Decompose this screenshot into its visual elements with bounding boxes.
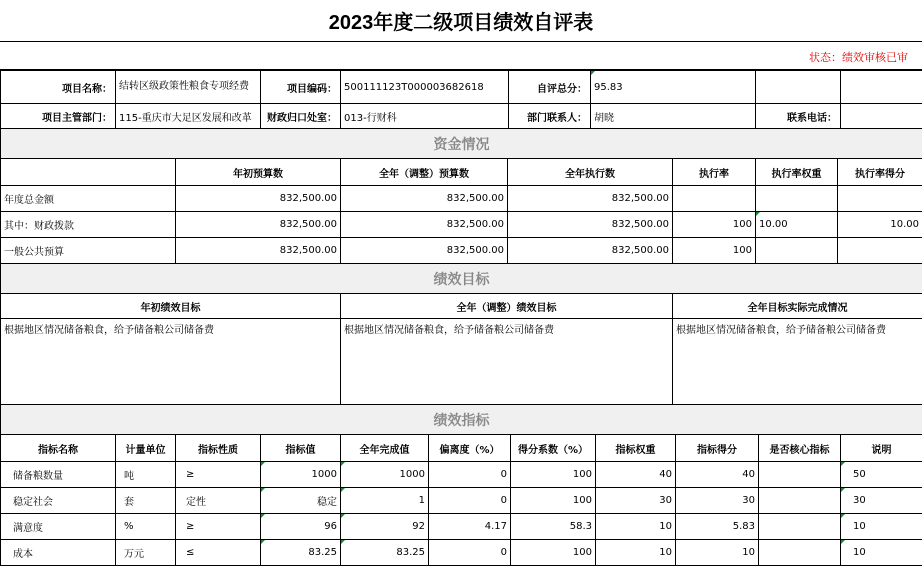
indicator-name: 稳定社会 bbox=[1, 488, 116, 514]
indicator-nature: 定性 bbox=[176, 488, 261, 514]
indicator-header: 全年完成值 bbox=[341, 435, 429, 462]
indicator-deviation: 4.17 bbox=[429, 514, 511, 540]
project-code-value: 500111123T000003682618 bbox=[341, 71, 509, 104]
indicator-nature: ≥ bbox=[176, 462, 261, 488]
funds-initial: 832,500.00 bbox=[176, 186, 341, 212]
funds-row-label: 年度总金额 bbox=[1, 186, 176, 212]
contact-label: 部门联系人： bbox=[509, 104, 591, 129]
table-row bbox=[1, 462, 922, 488]
indicator-note: 10 bbox=[841, 540, 922, 566]
indicator-header: 计量单位 bbox=[116, 435, 176, 462]
status-row bbox=[0, 42, 922, 70]
indicator-coef: 58.3 bbox=[511, 514, 596, 540]
indicator-actual: 83.25 bbox=[341, 540, 429, 566]
self-score-label: 自评总分： bbox=[509, 71, 591, 104]
indicator-target: 稳定 bbox=[261, 488, 341, 514]
goal-actual: 根据地区情况储备粮食，给予储备粮公司储备费 bbox=[673, 319, 922, 405]
funds-row-label: 其中：财政拨款 bbox=[1, 212, 176, 238]
indicator-score: 10 bbox=[676, 540, 759, 566]
indicator-note: 10 bbox=[841, 514, 922, 540]
indicator-weight: 10 bbox=[596, 540, 676, 566]
table-row bbox=[1, 212, 922, 238]
project-name-value: 结转区级政策性粮食专项经费 bbox=[116, 71, 261, 104]
funds-weight bbox=[756, 238, 838, 264]
indicator-header: 得分系数（%） bbox=[511, 435, 596, 462]
table-row bbox=[1, 514, 922, 540]
goals-header: 全年目标实际完成情况 bbox=[673, 294, 922, 319]
indicator-coef: 100 bbox=[511, 488, 596, 514]
indicator-coef: 100 bbox=[511, 462, 596, 488]
funds-executed: 832,500.00 bbox=[508, 238, 673, 264]
indicators-table bbox=[0, 404, 922, 566]
funds-initial: 832,500.00 bbox=[176, 238, 341, 264]
funds-score: 10.00 bbox=[838, 212, 922, 238]
blank-cell bbox=[756, 71, 841, 104]
indicator-note: 50 bbox=[841, 462, 922, 488]
indicator-name: 满意度 bbox=[1, 514, 116, 540]
status-badge: 状态：绩效审核已审 bbox=[809, 51, 908, 64]
indicator-target: 96 bbox=[261, 514, 341, 540]
indicator-nature: ≤ bbox=[176, 540, 261, 566]
indicator-deviation: 0 bbox=[429, 488, 511, 514]
info-table bbox=[0, 70, 922, 129]
self-score-value: 95.83 bbox=[591, 71, 756, 104]
indicator-weight: 30 bbox=[596, 488, 676, 514]
funds-score bbox=[838, 186, 922, 212]
indicator-actual: 1 bbox=[341, 488, 429, 514]
funds-header: 执行率 bbox=[673, 159, 756, 186]
goals-section-title: 绩效目标 bbox=[1, 264, 922, 294]
indicator-header: 说明 bbox=[841, 435, 922, 462]
indicator-weight: 40 bbox=[596, 462, 676, 488]
funds-initial: 832,500.00 bbox=[176, 212, 341, 238]
phone-value bbox=[841, 104, 922, 129]
funds-adjusted: 832,500.00 bbox=[341, 212, 508, 238]
funds-executed: 832,500.00 bbox=[508, 186, 673, 212]
table-row bbox=[1, 488, 922, 514]
contact-value: 胡晓 bbox=[591, 104, 756, 129]
goals-table bbox=[0, 263, 922, 405]
funds-header: 全年执行数 bbox=[508, 159, 673, 186]
indicator-weight: 10 bbox=[596, 514, 676, 540]
indicator-score: 30 bbox=[676, 488, 759, 514]
indicator-header: 指标值 bbox=[261, 435, 341, 462]
indicator-target: 1000 bbox=[261, 462, 341, 488]
funds-rate: 100 bbox=[673, 212, 756, 238]
indicator-header: 指标性质 bbox=[176, 435, 261, 462]
indicator-actual: 1000 bbox=[341, 462, 429, 488]
indicator-unit: % bbox=[116, 514, 176, 540]
indicator-actual: 92 bbox=[341, 514, 429, 540]
page-title: 2023年度二级项目绩效自评表 bbox=[0, 0, 922, 42]
indicator-header: 指标名称 bbox=[1, 435, 116, 462]
indicator-core bbox=[759, 488, 841, 514]
table-row bbox=[1, 540, 922, 566]
funds-table bbox=[0, 128, 922, 264]
indicator-score: 40 bbox=[676, 462, 759, 488]
finance-label: 财政归口处室： bbox=[261, 104, 341, 129]
funds-weight bbox=[756, 186, 838, 212]
indicator-header: 指标权重 bbox=[596, 435, 676, 462]
indicator-core bbox=[759, 462, 841, 488]
indicator-nature: ≥ bbox=[176, 514, 261, 540]
indicator-header: 偏离度（%） bbox=[429, 435, 511, 462]
phone-label: 联系电话： bbox=[756, 104, 841, 129]
indicator-deviation: 0 bbox=[429, 540, 511, 566]
funds-section-title: 资金情况 bbox=[1, 129, 922, 159]
dept-label: 项目主管部门： bbox=[1, 104, 116, 129]
funds-header: 执行率得分 bbox=[838, 159, 922, 186]
indicator-core bbox=[759, 540, 841, 566]
indicator-header: 是否核心指标 bbox=[759, 435, 841, 462]
funds-executed: 832,500.00 bbox=[508, 212, 673, 238]
indicator-note: 30 bbox=[841, 488, 922, 514]
dept-value: 115-重庆市大足区发展和改革 bbox=[116, 104, 261, 129]
funds-header: 年初预算数 bbox=[176, 159, 341, 186]
funds-adjusted: 832,500.00 bbox=[341, 186, 508, 212]
indicator-unit: 万元 bbox=[116, 540, 176, 566]
project-name-label: 项目名称： bbox=[1, 71, 116, 104]
indicator-score: 5.83 bbox=[676, 514, 759, 540]
funds-rate: 100 bbox=[673, 238, 756, 264]
finance-value: 013-行财科 bbox=[341, 104, 509, 129]
table-row bbox=[1, 238, 922, 264]
funds-row-label: 一般公共预算 bbox=[1, 238, 176, 264]
funds-adjusted: 832,500.00 bbox=[341, 238, 508, 264]
project-code-label: 项目编码： bbox=[261, 71, 341, 104]
funds-weight: 10.00 bbox=[756, 212, 838, 238]
indicator-name: 成本 bbox=[1, 540, 116, 566]
indicator-target: 83.25 bbox=[261, 540, 341, 566]
funds-header: 执行率权重 bbox=[756, 159, 838, 186]
indicator-header: 指标得分 bbox=[676, 435, 759, 462]
goals-header: 全年（调整）绩效目标 bbox=[341, 294, 673, 319]
indicator-unit: 吨 bbox=[116, 462, 176, 488]
indicators-section-title: 绩效指标 bbox=[1, 405, 922, 435]
table-row bbox=[1, 186, 922, 212]
goal-adjusted: 根据地区情况储备粮食，给予储备粮公司储备费 bbox=[341, 319, 673, 405]
blank-cell bbox=[841, 71, 922, 104]
goal-initial: 根据地区情况储备粮食，给予储备粮公司储备费 bbox=[1, 319, 341, 405]
indicator-deviation: 0 bbox=[429, 462, 511, 488]
funds-score bbox=[838, 238, 922, 264]
blank-header-cell bbox=[1, 159, 176, 186]
indicator-unit: 套 bbox=[116, 488, 176, 514]
indicator-coef: 100 bbox=[511, 540, 596, 566]
goals-header: 年初绩效目标 bbox=[1, 294, 341, 319]
indicator-core bbox=[759, 514, 841, 540]
indicator-name: 储备粮数量 bbox=[1, 462, 116, 488]
funds-rate bbox=[673, 186, 756, 212]
funds-header: 全年（调整）预算数 bbox=[341, 159, 508, 186]
